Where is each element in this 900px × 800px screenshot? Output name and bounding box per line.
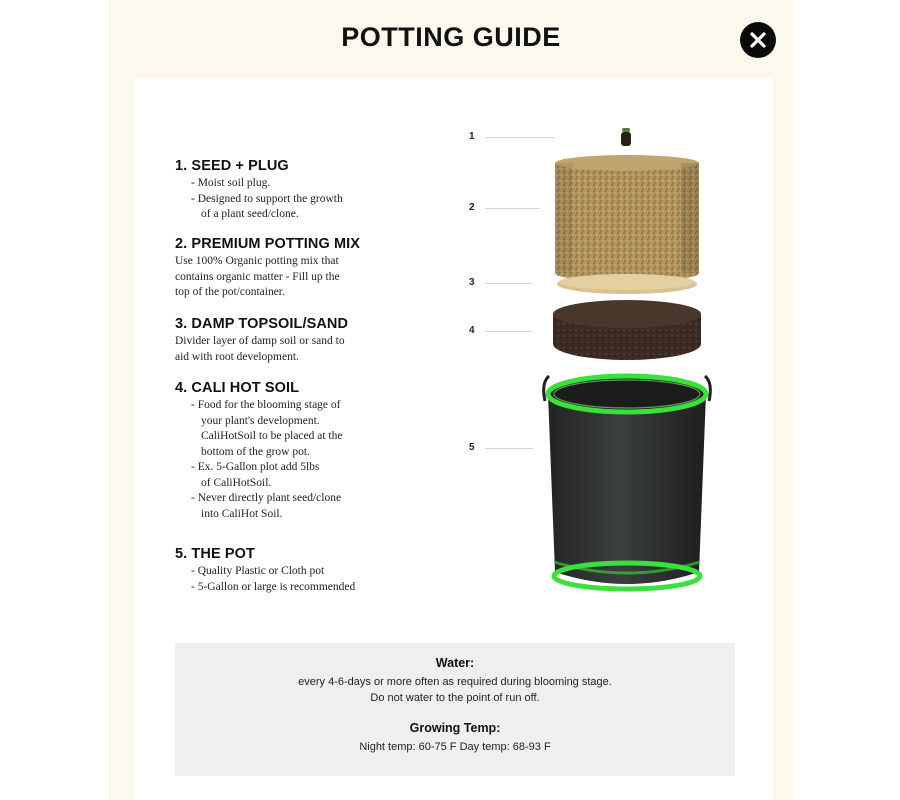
guide-card xyxy=(135,78,773,800)
section-line: into CaliHot Soil. xyxy=(201,507,283,520)
section-line: CaliHotSoil to be placed at the xyxy=(201,430,343,442)
diagram-label-1: 1 xyxy=(469,131,475,142)
section-line: top of the pot/container. xyxy=(175,286,285,298)
section-line: - Food for the blooming stage of xyxy=(191,399,341,411)
close-button[interactable] xyxy=(740,22,776,58)
section-heading: 3. DAMP TOPSOIL/SAND xyxy=(175,316,349,332)
water-heading: Water: xyxy=(435,656,475,670)
page-title: POTTING GUIDE xyxy=(341,22,561,52)
section-line: bottom of the grow pot. xyxy=(201,445,310,458)
water-text-line2: Do not water to the point of run off. xyxy=(370,692,540,704)
section-topsoil-sand xyxy=(175,316,348,365)
sand-layer xyxy=(557,274,697,294)
diagram-label-5: 5 xyxy=(469,442,475,453)
section-line: aid with root development. xyxy=(175,350,299,363)
diagram-label-3: 3 xyxy=(469,277,475,288)
damp-soil-layer xyxy=(553,300,701,360)
section-heading: 4. CALI HOT SOIL xyxy=(175,380,300,396)
diagram-label-2: 2 xyxy=(469,202,475,213)
section-line: Divider layer of damp soil or sand to xyxy=(175,335,345,347)
water-text-line1: every 4-6-days or more often as required during blooming stage. xyxy=(298,676,612,688)
temp-text: Night temp: 60-75 F Day temp: 68-93 F xyxy=(359,741,551,753)
grow-pot-layer xyxy=(544,376,711,589)
temp-heading: Growing Temp: xyxy=(409,721,501,735)
seed-plug-layer xyxy=(621,128,631,146)
section-line: - Moist soil plug. xyxy=(191,177,271,189)
section-line: Use 100% Organic potting mix that xyxy=(175,255,339,267)
care-info-box xyxy=(175,643,735,776)
section-potting-mix xyxy=(175,236,360,301)
section-line: of a plant seed/clone. xyxy=(201,208,299,220)
diagram-label-4: 4 xyxy=(469,325,475,336)
close-icon xyxy=(749,31,767,49)
section-line: - Never directly plant seed/clone xyxy=(191,492,342,504)
section-heading: 1. SEED + PLUG xyxy=(175,158,289,174)
section-line: of CaliHotSoil. xyxy=(201,476,272,489)
section-line: your plant's development. xyxy=(201,414,320,427)
potting-mix-layer xyxy=(555,155,699,282)
section-line: contains organic matter - Fill up the xyxy=(175,270,340,283)
potting-guide-modal xyxy=(108,0,794,800)
section-heading: 5. THE POT xyxy=(175,546,255,562)
section-line: - 5-Gallon or large is recommended xyxy=(191,580,356,593)
pot-layers-diagram xyxy=(455,118,755,598)
section-heading: 2. PREMIUM POTTING MIX xyxy=(175,236,361,252)
section-line: - Quality Plastic or Cloth pot xyxy=(191,565,325,577)
section-the-pot xyxy=(175,546,355,595)
section-line: - Ex. 5-Gallon plot add 5lbs xyxy=(191,461,320,473)
section-seed-plug xyxy=(175,158,343,223)
section-cali-hot-soil xyxy=(175,380,342,522)
section-line: - Designed to support the growth xyxy=(191,192,343,205)
